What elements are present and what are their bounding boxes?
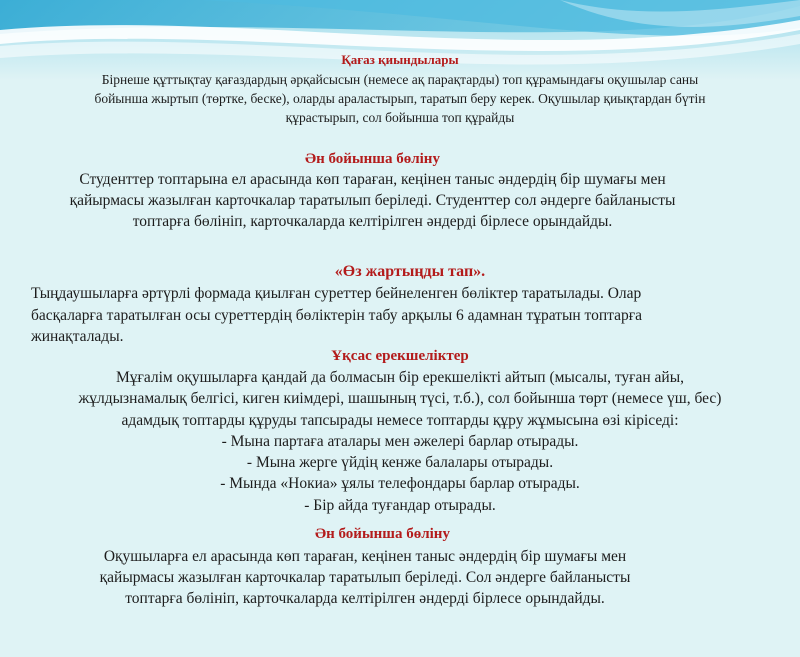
text-line: Студенттер топтарына ел арасында көп тараған, кеңінен таныс әндердің бір шумағы мен bbox=[79, 171, 666, 188]
list-item: - Мына жерге үйдің кенже балалары отырады. bbox=[246, 454, 554, 472]
text-line: бойынша жыртып (төртке, беске), оларды араластырып, таратып беру керек. Оқушылар қиықтардан бүтін bbox=[94, 91, 706, 106]
section-title-song-split-2: Ән бойынша бөліну bbox=[315, 526, 450, 542]
list-item: - Бір айда туғандар отырады. bbox=[304, 496, 496, 514]
text-line: Оқушыларға ел арасында көп тараған, кеңінен таныс әндердің бір шумағы мен bbox=[103, 548, 627, 565]
text-line: Тыңдаушыларға әртүрлі формада қиылған суреттер бейнеленген бөліктер таратылады. Олар bbox=[31, 285, 642, 302]
paragraph-song-split-2 bbox=[0, 546, 730, 609]
text-line: адамдық топтарды құруды тапсырады немесе топтарды құру жұмысына өзі кіріседі: bbox=[121, 411, 679, 429]
paragraph-paper-pieces bbox=[0, 70, 800, 127]
text-line: жұлдызнамалық белгісі, киген киімдері, шашының түсі, т.б.), сол бойынша төрт (немесе үш, бес) bbox=[78, 390, 722, 408]
text-line: топтарға бөлініп, карточкаларда келтірілген әндерді бірлесе орындайды. bbox=[132, 213, 613, 230]
text-line: Бірнеше құттықтау қағаздардың әрқайсысын (немесе ақ парақтарды) топ құрамындағы оқушылар саны bbox=[101, 72, 699, 87]
section-title-song-split: Ән бойынша бөліну bbox=[305, 151, 440, 167]
paragraph-song-split bbox=[0, 169, 745, 232]
paragraph-similar-features bbox=[0, 367, 800, 516]
text-line: қайырмасы жазылған карточкалар таратылып беріледі. Сол әндерге байланысты bbox=[99, 569, 631, 586]
text-line: қайырмасы жазылған карточкалар таратылып беріледі. Студенттер сол әндерге байланысты bbox=[69, 192, 676, 209]
text-line: Мұғалім оқушыларға қандай да болмасын бір ерекшелікті айтып (мысалы, туған айы, bbox=[115, 369, 685, 386]
list-item: - Мында «Нокиа» ұялы телефондары барлар отырады. bbox=[220, 475, 580, 493]
text-line: басқаларға таратылған осы суреттердің бөліктерін табу арқылы 6 адамнан тұратын топтарға bbox=[31, 306, 642, 324]
text-line: топтарға бөлініп, карточкаларда келтірілген әндерді бірлесе орындайды. bbox=[125, 590, 605, 607]
text-line: құрастырып, сол бойынша топ құрайды bbox=[285, 110, 515, 125]
paragraph-find-half bbox=[31, 283, 791, 348]
text-line: жинақталады. bbox=[31, 328, 124, 345]
section-title-find-half: «Өз жартыңды тап». bbox=[334, 263, 486, 280]
section-title-paper-pieces: Қағаз қиындылары bbox=[341, 52, 459, 67]
list-item: - Мына партаға аталары мен әжелері барлар отырады. bbox=[221, 432, 579, 450]
section-title-similar-features: Ұқсас ерекшеліктер bbox=[331, 348, 469, 364]
